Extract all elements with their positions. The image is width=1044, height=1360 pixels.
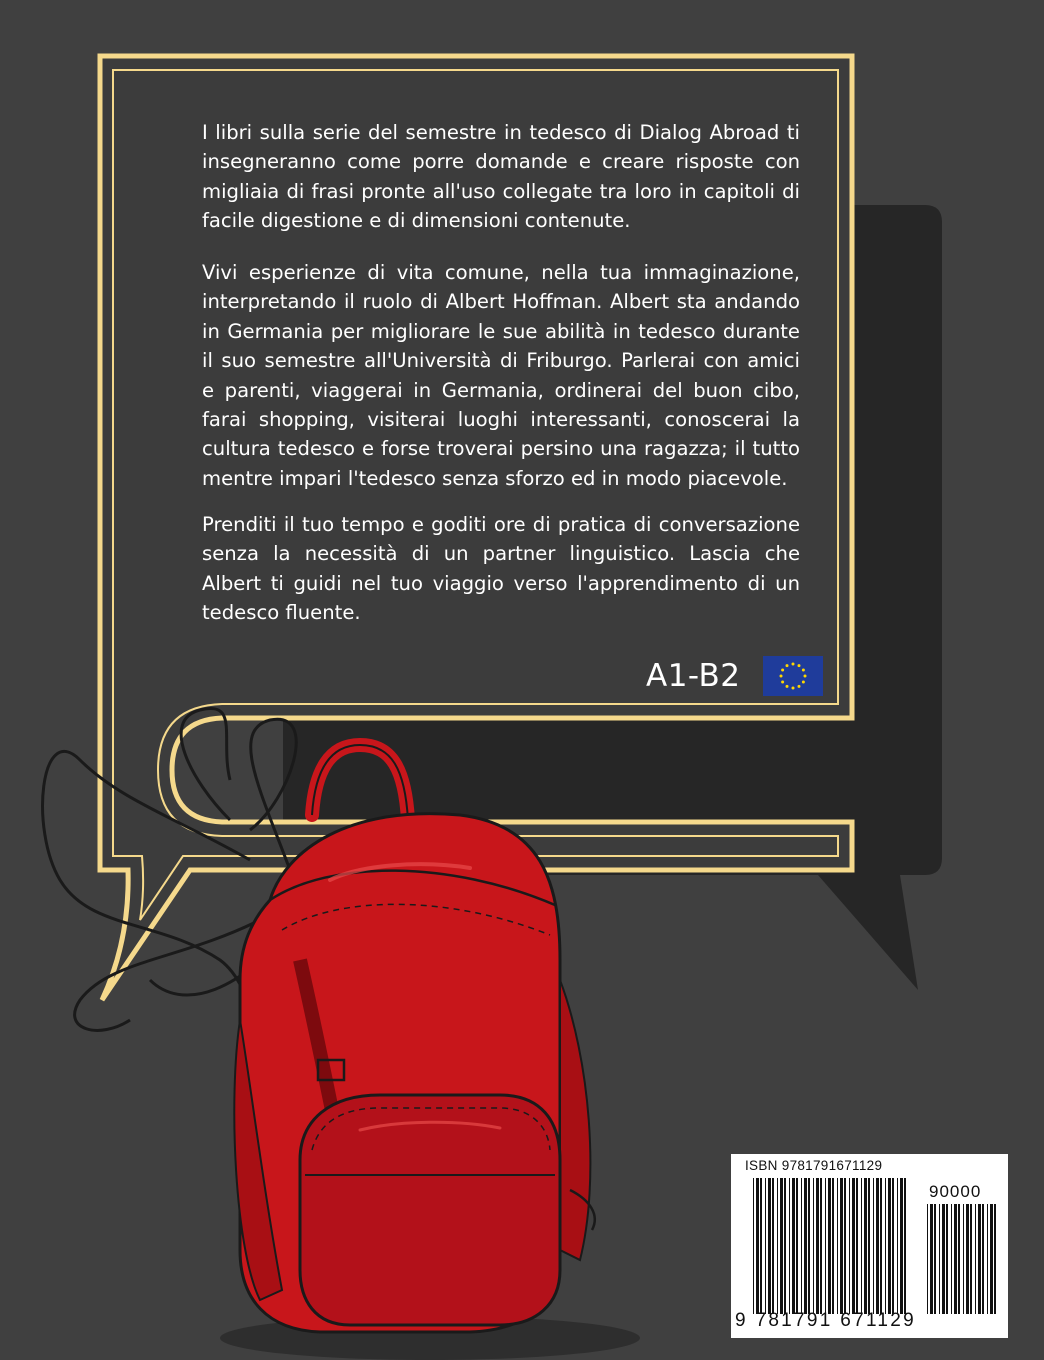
eu-star <box>781 681 784 684</box>
barcode-bar <box>777 1178 778 1314</box>
barcode-bar <box>963 1204 964 1314</box>
eu-star <box>786 664 789 667</box>
barcode-bar <box>942 1204 945 1314</box>
eu-star <box>798 664 801 667</box>
barcode-bar <box>832 1178 834 1314</box>
blurb-paragraph-1: I libri sulla serie del semestre in tedesco di Dialog Abroad ti insegneranno come porre domande e creare risposte con migliaia di frasi pronte all'uso collegate tra loro in capitoli di facile digestione e di dimensioni contenute. <box>202 121 800 233</box>
barcode-bar <box>951 1204 952 1314</box>
barcode-bar <box>852 1178 855 1314</box>
barcode-bar <box>897 1178 898 1314</box>
eu-flag-icon <box>763 656 823 696</box>
barcode-bar <box>868 1178 870 1314</box>
barcode-bar <box>813 1178 814 1314</box>
barcode-bar <box>849 1178 850 1314</box>
barcode-bar <box>780 1178 783 1314</box>
barcode-bar <box>808 1178 810 1314</box>
barcode-bar <box>885 1178 886 1314</box>
barcode-bar <box>939 1204 940 1314</box>
barcode-bar <box>888 1178 891 1314</box>
barcode-bar <box>873 1178 874 1314</box>
barcode-bar <box>825 1178 826 1314</box>
eu-star <box>786 685 789 688</box>
barcode-bar <box>801 1178 802 1314</box>
price-code: 90000 <box>929 1182 982 1201</box>
barcode-bar <box>900 1178 903 1314</box>
blurb-paragraph-3: Prenditi il tuo tempo e goditi ore di pratica di conversazione senza la necessità di un partner linguistico. Lascia che Albert ti guidi nel tuo viaggio verso l'apprendimento di un tedesco fluente. <box>202 513 800 625</box>
eu-star <box>792 663 795 666</box>
barcode-bar <box>768 1178 771 1314</box>
barcode-bar <box>990 1204 993 1314</box>
barcode-bar <box>792 1178 795 1314</box>
barcode-bar <box>994 1204 996 1314</box>
barcode-bar <box>958 1204 960 1314</box>
barcode-bar <box>946 1204 948 1314</box>
blurb-paragraph-2: Vivi esperienze di vita comune, nella tua immaginazione, interpretando il ruolo di Albert Hoffman. Albert sta andando in Germania per migliorare le sue abilità in tedesco durante il suo semestre all'Università di Friburgo. Parlerai con amici e parenti, viaggerai in Germania, ordinerai del buon cibo, farai shopping, visiterai luoghi interessanti, conoscerai la cultura tedesco e forse troverai persino una ragazza; il tutto mentre impari l'tedesco senza sforzo ed in modo piacevole. <box>202 261 800 490</box>
barcode-bar <box>975 1204 976 1314</box>
barcode-bar <box>837 1178 838 1314</box>
barcode-bar <box>844 1178 846 1314</box>
barcode-bar <box>934 1204 936 1314</box>
barcode-bar <box>772 1178 774 1314</box>
barcode-bar <box>828 1178 831 1314</box>
barcode-bar <box>753 1178 754 1314</box>
barcode-bar <box>789 1178 790 1314</box>
barcode-bar <box>760 1178 762 1314</box>
barcode-bar <box>820 1178 822 1314</box>
barcode-bar <box>856 1178 858 1314</box>
eu-star <box>802 669 805 672</box>
barcode-bar <box>861 1178 862 1314</box>
eu-star <box>780 675 783 678</box>
eu-star <box>804 675 807 678</box>
isbn-label: ISBN 9781791671129 <box>745 1158 883 1173</box>
barcode-bar <box>930 1204 933 1314</box>
eu-star <box>792 687 795 690</box>
isbn-barcode <box>731 1154 1008 1338</box>
barcode-bar <box>987 1204 988 1314</box>
barcode-bar <box>796 1178 798 1314</box>
barcode-bar <box>892 1178 894 1314</box>
barcode-bar <box>954 1204 957 1314</box>
language-level-label: A1-B2 <box>646 658 741 694</box>
barcode-bar <box>765 1178 766 1314</box>
barcode-bar <box>982 1204 984 1314</box>
barcode-bar <box>816 1178 819 1314</box>
barcode-bar <box>876 1178 879 1314</box>
barcode-bar <box>970 1204 972 1314</box>
barcode-bar <box>978 1204 981 1314</box>
isbn-digits: 9 781791 671129 <box>735 1310 917 1331</box>
barcode-bar <box>880 1178 882 1314</box>
barcode-bar <box>784 1178 786 1314</box>
barcode-bar <box>904 1178 906 1314</box>
barcode-bar <box>966 1204 969 1314</box>
barcode-bar <box>804 1178 807 1314</box>
barcode-bar <box>756 1178 759 1314</box>
barcode-bar <box>840 1178 843 1314</box>
eu-star <box>798 685 801 688</box>
eu-star <box>781 669 784 672</box>
barcode-bar <box>864 1178 867 1314</box>
barcode-bar <box>927 1204 928 1314</box>
eu-star <box>802 681 805 684</box>
